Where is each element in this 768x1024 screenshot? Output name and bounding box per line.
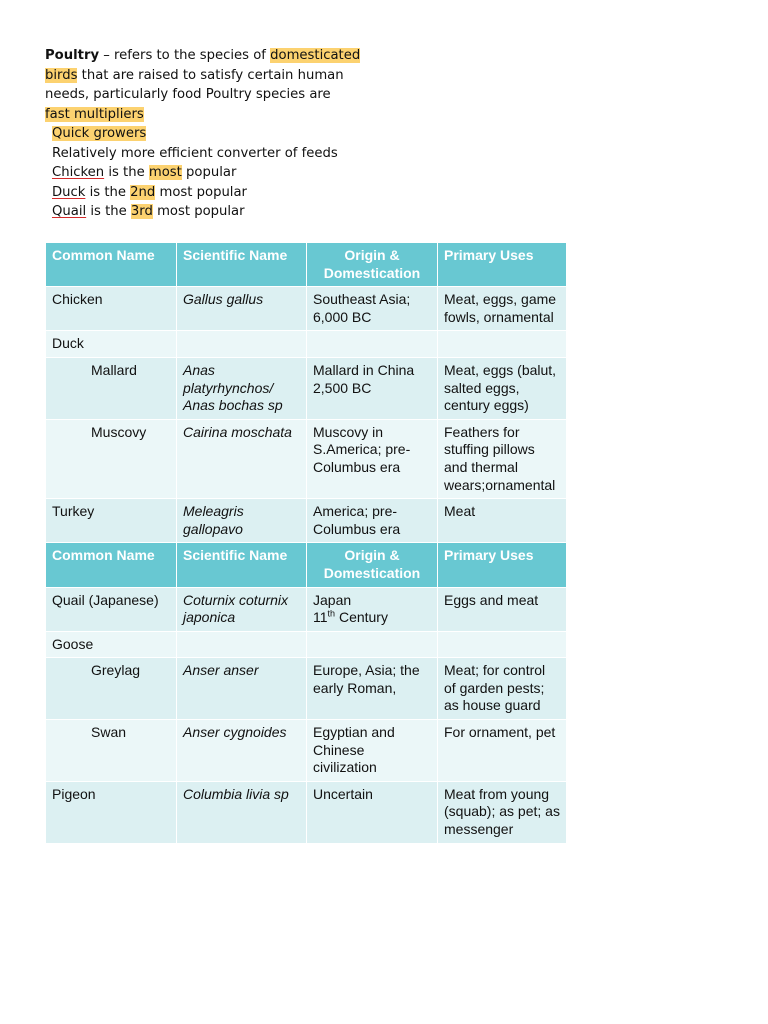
popularity-quail: Quail is the 3rd most popular: [52, 204, 245, 219]
poultry-definition: Poultry – refers to the species of domesticated birds that are raised to satisfy certain human needs, particularly food Poultry species are: [45, 48, 361, 102]
header-primary-uses: Primary Uses: [438, 543, 567, 587]
popularity-duck: Duck is the 2nd most popular: [52, 184, 247, 200]
table-row: Goose: [46, 631, 567, 658]
table-row: Swan Anser cygnoides Egyptian and Chinese civilization For ornament, pet: [46, 720, 567, 782]
intro-text: [45, 46, 365, 222]
header-scientific-name: Scientific Name: [177, 243, 307, 287]
table-row: Pigeon Columbia livia sp Uncertain Meat from young (squab); as pet; as messenger: [46, 781, 567, 843]
bullet-feed-converter: Relatively more efficient converter of feeds: [52, 145, 338, 161]
header-common-name: Common Name: [46, 243, 177, 287]
bullet-quick-growers: Quick growers: [52, 126, 147, 141]
popularity-chicken: Chicken is the most popular: [52, 165, 237, 180]
highlight-domesticated: domesticated: [270, 48, 361, 63]
header-origin: Origin & Domestication: [307, 243, 438, 287]
header-scientific-name: Scientific Name: [177, 543, 307, 587]
table-row: Greylag Anser anser Europe, Asia; the early Roman, Meat; for control of garden pests; as house guard: [46, 658, 567, 720]
poultry-term: Poultry: [45, 48, 100, 63]
header-common-name: Common Name: [46, 543, 177, 587]
table-row: Turkey Meleagris gallopavo America; pre-Columbus era Meat: [46, 499, 567, 543]
header-primary-uses: Primary Uses: [438, 243, 567, 287]
header-origin: Origin & Domestication: [307, 543, 438, 587]
table-row: Muscovy Cairina moschata Muscovy in S.America; pre-Columbus era Feathers for stuffing pillows and thermal wears;ornamental: [46, 419, 567, 498]
table-header-row: [46, 243, 567, 287]
table-row: Quail (Japanese) Coturnix coturnix japonica Japan 11th Century Eggs and meat: [46, 587, 567, 631]
table-row: Chicken Gallus gallus Southeast Asia; 6,000 BC Meat, eggs, game fowls, ornamental: [46, 287, 567, 331]
table-header-row: [46, 543, 567, 587]
bullet-fast-multipliers: fast multipliers: [45, 106, 144, 122]
poultry-species-table: [45, 242, 567, 844]
table-row: Duck: [46, 331, 567, 358]
table-row: Mallard Anas platyrhynchos/ Anas bochas sp Mallard in China 2,500 BC Meat, eggs (balut, salted eggs, century eggs): [46, 357, 567, 419]
highlight-birds: birds: [45, 67, 78, 83]
